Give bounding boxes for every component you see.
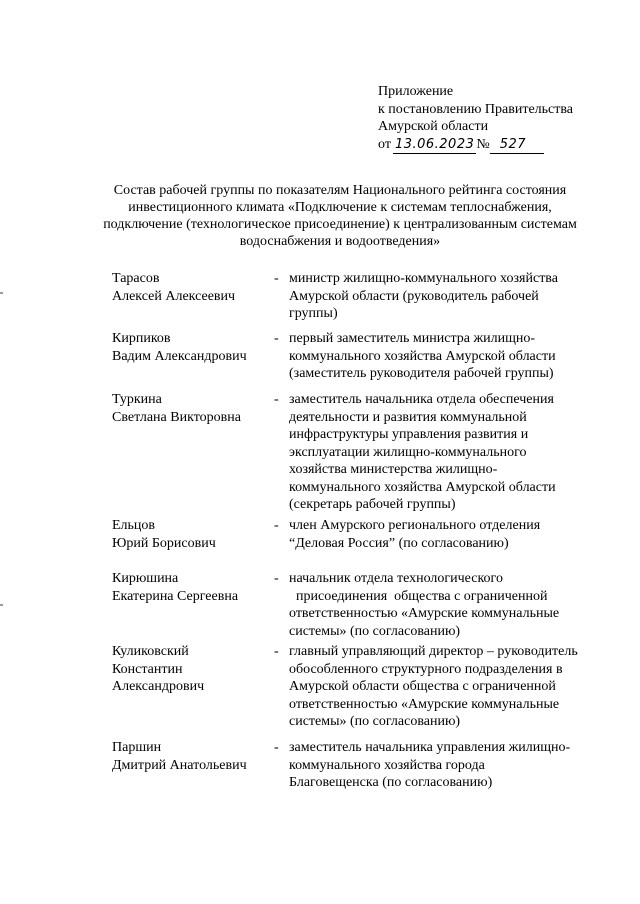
member-name [112,517,272,552]
role-line: обособленного структурного подразделения в [289,661,563,677]
member-role [289,517,604,552]
from-label: от [378,136,391,152]
role-line: заместитель начальника отдела обеспечения [289,392,554,407]
member-name [112,330,272,365]
role-line: ответственностью «Амурские коммунальные [289,696,560,712]
member-role [289,643,604,731]
role-line: эксплуатации жилищно-коммунального [289,444,527,460]
role-line: (заместитель руководителя рабочей группы) [289,366,554,381]
member-name [112,570,272,605]
role-line: системы» (по согласованию) [289,714,461,729]
member-surname: Куликовский [112,644,189,659]
role-line: деятельности и развития коммунальной [289,409,527,425]
member-role [289,330,604,383]
dash-separator: - [274,392,279,407]
member-surname: Кирюшина [112,571,179,586]
appendix-region: Амурской области [378,119,489,134]
number-label: № [476,136,490,152]
role-line: член Амурского регионального отделения [289,518,541,533]
member-surname: Туркина [112,392,162,407]
member-given-names: Алексей Алексеевич [112,288,236,304]
role-line: министр жилищно-коммунального хозяйства [289,271,558,286]
role-line: Благовещенска (по согласованию) [289,775,493,790]
member-surname: Паршин [112,740,162,755]
member-name [112,643,272,696]
member-given-names: Вадим Александрович [112,348,247,364]
member-name [112,739,272,774]
decree-number: 527 [490,136,544,155]
member-role [289,739,604,792]
member-given-names: Константин [112,661,183,677]
role-line: хозяйства министерства жилищно- [289,462,498,477]
member-given-names: Светлана Викторовна [112,409,241,425]
role-line: главный управляющий директор – руководитель [289,644,578,659]
role-line: присоединения общества с ограниченной [289,588,548,604]
document-title: Состав рабочей группы по показателям Национального рейтинга состояния инвестиционного климата «Подключение к системам теплоснабжения, подключение (технологическое присоединение) к централизованным системам водоснабжения и водоотведения» [103,183,577,249]
appendix-header [378,83,573,154]
role-line: системы» (по согласованию) [289,623,461,639]
decree-date: 13.06.2023 [393,136,476,155]
member-surname: Кирпиков [112,331,171,346]
role-line: коммунального хозяйства Амурской области [289,479,556,495]
role-line: коммунального хозяйства Амурской области [289,348,556,364]
appendix-date-number [378,136,573,155]
member-surname: Тарасов [112,271,160,286]
dash-separator: - [274,518,279,533]
dash-separator: - [274,644,279,659]
role-line: “Деловая Россия” (по согласованию) [289,535,509,551]
role-line: первый заместитель министра жилищно- [289,331,536,346]
member-surname: Ельцов [112,518,156,533]
member-given-names: Екатерина Сергеевна [112,588,239,604]
role-line: инфраструктуры управления развития и [289,427,529,442]
appendix-decree-ref: к постановлению Правительства [378,101,574,117]
role-line: Амурской области общества с ограниченной [289,679,556,694]
role-line: группы) [289,306,338,321]
member-name [112,391,272,426]
member-role [289,570,604,640]
role-line: заместитель начальника управления жилищно- [289,740,571,755]
member-role [289,391,604,514]
role-line: (секретарь рабочей группы) [289,497,456,512]
appendix-label: Приложение [378,84,454,99]
margin-mark [0,604,3,606]
dash-separator: - [274,271,279,286]
dash-separator: - [274,331,279,346]
role-line: начальник отдела технологического [289,571,503,586]
member-patronymic: Александрович [112,679,205,694]
dash-separator: - [274,571,279,586]
role-line: ответственностью «Амурские коммунальные [289,606,560,621]
member-given-names: Дмитрий Анатольевич [112,757,247,773]
margin-mark [0,292,3,294]
member-given-names: Юрий Борисович [112,535,216,551]
role-line: коммунального хозяйства города [289,757,485,773]
member-name [112,270,272,305]
member-role [289,270,604,323]
role-line: Амурской области (руководитель рабочей [289,288,539,304]
dash-separator: - [274,740,279,755]
